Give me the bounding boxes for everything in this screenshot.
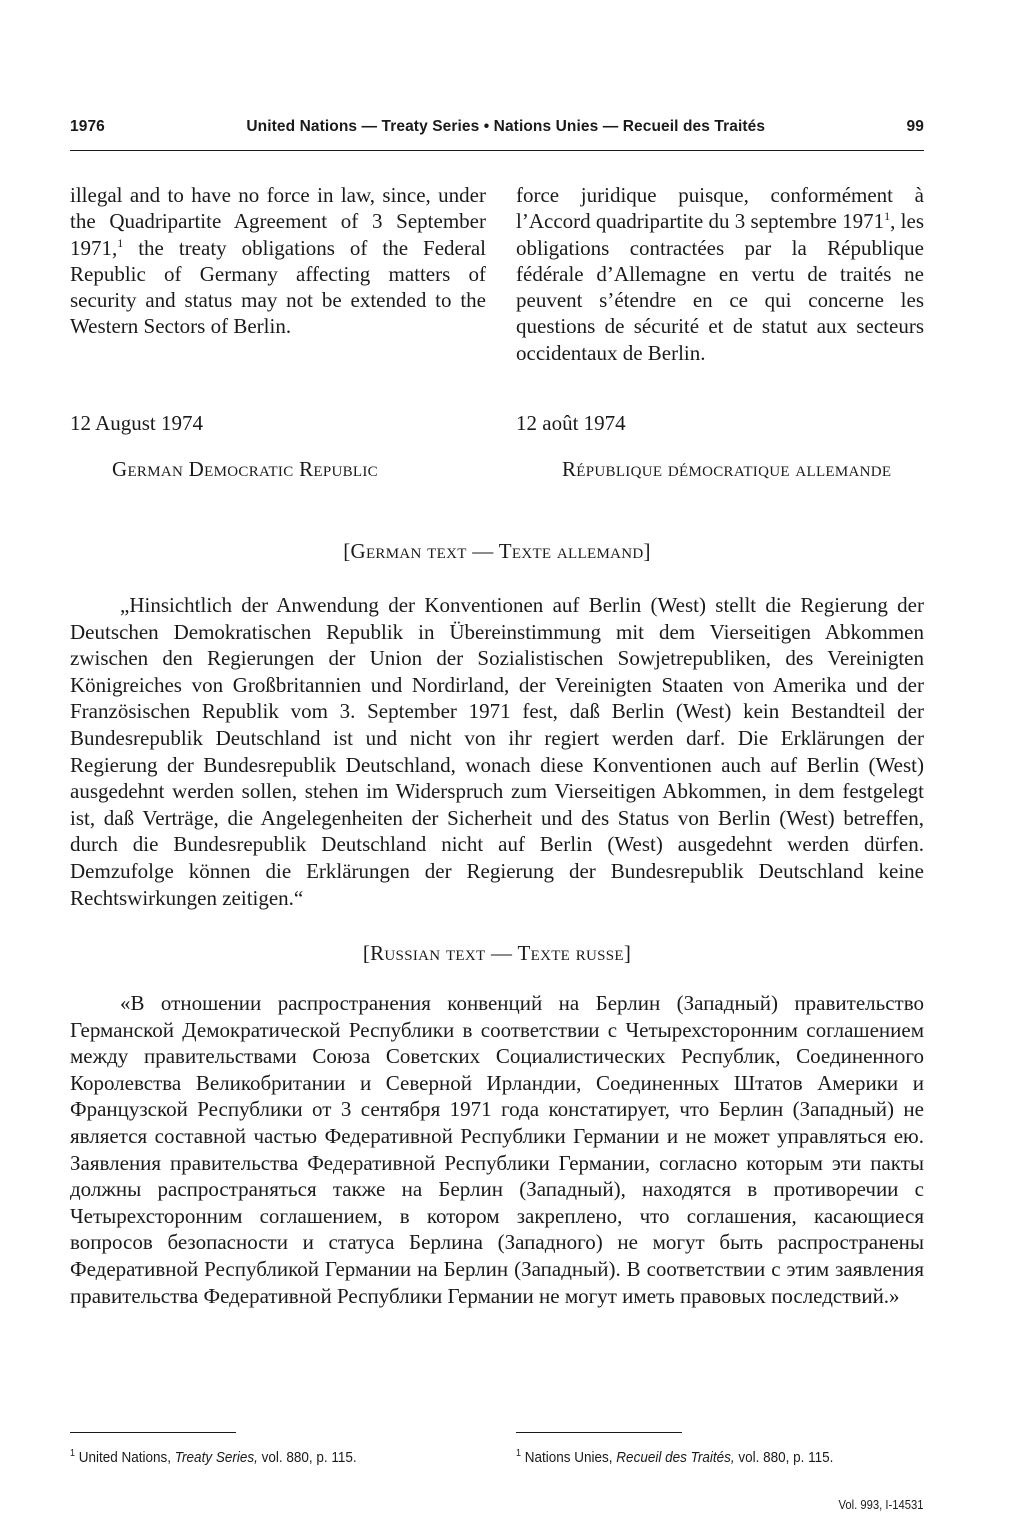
french-footnote-marker: 1 — [884, 209, 891, 224]
english-footnote-marker: 1 — [117, 235, 124, 250]
document-page — [70, 0, 924, 1525]
header-year: 1976 — [70, 118, 105, 135]
footnote-rule-left — [70, 1432, 236, 1433]
header-page-number: 99 — [906, 118, 924, 135]
english-signatory: German Democratic Republic — [112, 457, 378, 481]
footnote-english-text-end: vol. 880, p. 115. — [257, 1449, 357, 1466]
footnote-french — [516, 1448, 930, 1468]
english-date: 12 August 1974 — [70, 411, 204, 435]
english-paragraph-start: illegal and to have no force in law, since, under the Quadripartite Agreement of 3 September 1971, — [70, 183, 486, 260]
footnote-english — [70, 1448, 484, 1468]
french-paragraph-start: force juridique puisque, conformément à l’Accord quadripartite du 3 septembre 1971 — [516, 183, 924, 234]
english-paragraph — [70, 182, 486, 340]
french-paragraph — [516, 182, 924, 366]
french-paragraph-end: , les obligations contractées par la République fédérale d’Allemagne en vertu de traités ne peuvent s’étendre en ce qui concerne les questions de sécurité et de statut aux secteurs occidentaux de Berlin. — [516, 209, 925, 365]
french-date: 12 août 1974 — [516, 411, 626, 435]
footnote-rule-right — [516, 1432, 682, 1433]
footnote-english-text-start: United Nations, — [75, 1449, 175, 1466]
footnote-english-italic: Treaty Series, — [174, 1449, 258, 1466]
german-text-heading: [German text — Texte allemand] — [343, 539, 651, 563]
footnote-french-text-end: vol. 880, p. 115. — [734, 1449, 834, 1466]
french-signatory: République démocratique allemande — [562, 457, 892, 481]
header-title: United Nations — Treaty Series • Nations Unies — Recueil des Traités — [246, 118, 766, 135]
russian-text-heading: [Russian text — Texte russe] — [362, 941, 632, 965]
english-paragraph-end: the treaty obligations of the Federal Republic of Germany affecting matters of security and status may not be extended to the Western Sectors of Berlin. — [70, 235, 486, 339]
header-rule — [70, 150, 924, 151]
german-text-body: „Hinsichtlich der Anwendung der Konventionen auf Berlin (West) stellt die Regierung der Deutschen Demokratischen Republik in Übereinstimmung mit dem Vierseitigen Abkommen zwischen den Regierungen der Union der Sozialistischen Sowjetrepubliken, des Vereinigten Königreiches von Großbritannien und Nordirland, der Vereinigten Staaten von Amerika und der Französischen Republik vom 3. September 1971 fest, daß Berlin (West) kein Bestandteil der Bundesrepublik Deutschland ist und nicht von ihr regiert werden darf. Die Erklärungen der Regierung der Bundesrepublik Deutschland, wonach diese Konventionen auch auf Berlin (West) ausgedehnt werden sollen, stehen im Widerspruch zum Vierseitigen Abkommen, in dem festgelegt ist, daß Verträge, die Angelegenheiten der Sicherheit und des Status von Berlin (West) betreffen, durch die Bundesrepublik Deutschland nicht auf Berlin (West) ausgedehnt werden dürfen. Demzufolge können die Erklärungen der Regierung der Bundesrepublik Deutschland keine Rechtswirkungen zeitigen.“ — [70, 593, 924, 910]
volume-reference: Vol. 993, I-14531 — [838, 1498, 924, 1512]
running-header — [70, 118, 924, 136]
footnote-french-marker: 1 — [516, 1448, 522, 1459]
footnote-french-text-start: Nations Unies, — [521, 1449, 617, 1466]
footnote-french-italic: Recueil des Traités, — [616, 1449, 735, 1466]
russian-text-body: «В отношении распространения конвенций на Берлин (Западный) правительство Германской Демократической Республики в соответствии с Четырехсторонним соглашением между правительствами Союза Советских Социалистических Республик, Соединенного Королевства Великобритании и Северной Ирландии, Соединенных Штатов Америки и Французской Республики от 3 сентября 1971 года констатирует, что Берлин (Западный) не является составной частью Федеративной Республики Германии и не может управляться ею. Заявления правительства Федеративной Республики Германии, согласно которым эти пакты должны распространяться также на Берлин (Западный), находятся в противоречии с Четырехсторонним соглашением, в котором закреплено, что соглашения, касающиеся вопросов безопасности и статуса Берлина (Западного) не могут быть распространены Федеративной Республикой Германии на Берлин (Западный). В соответствии с этим заявления правительства Федеративной Республики Германии не могут иметь правовых последствий.» — [70, 991, 924, 1308]
footnote-english-marker: 1 — [70, 1448, 76, 1459]
